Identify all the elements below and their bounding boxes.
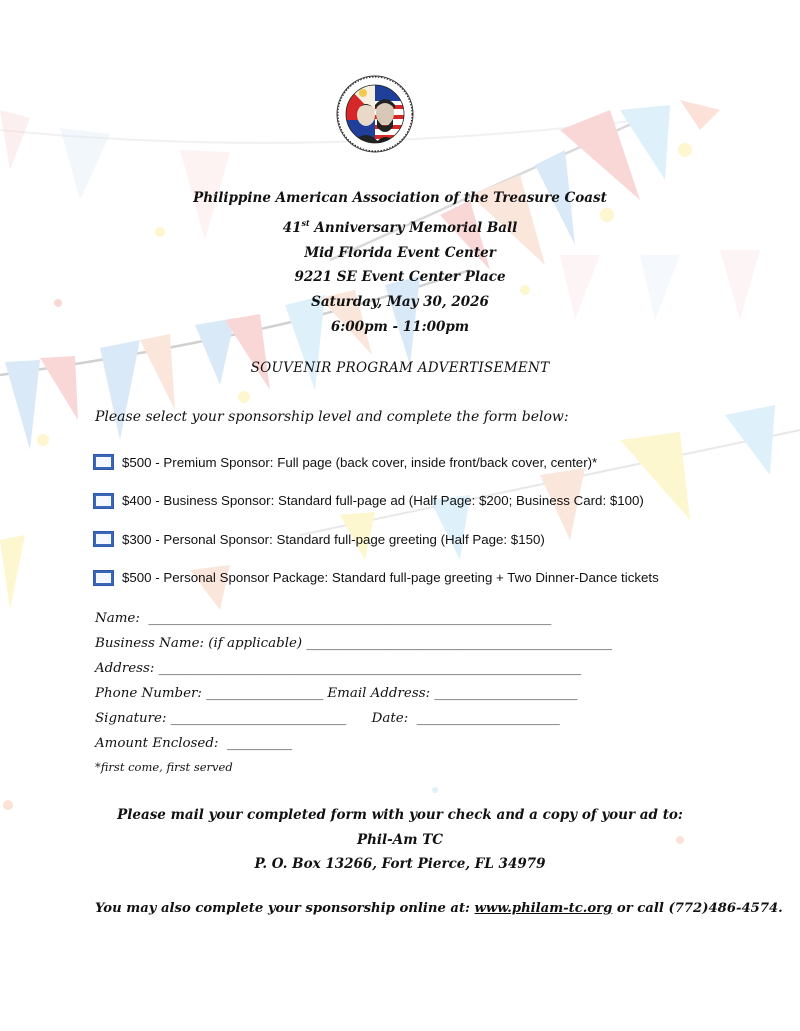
mailing-instructions <box>0 803 800 877</box>
anniversary-number: 41 <box>282 219 302 236</box>
phone-label: Phone Number: <box>95 686 202 701</box>
event-name: Anniversary Memorial Ball <box>314 219 518 236</box>
name-label: Name: <box>95 611 140 626</box>
option-label: $500 - Personal Sponsor Package: Standard full-page greeting + Two Dinner-Dance tickets <box>122 570 659 585</box>
signature-field[interactable]: ___________________________ <box>170 711 347 726</box>
checkbox[interactable] <box>93 493 114 509</box>
option-personal-sponsor[interactable] <box>93 527 659 551</box>
option-label: $300 - Personal Sponsor: Standard full-page greeting (Half Page: $150) <box>122 531 545 547</box>
checkbox[interactable] <box>93 454 114 470</box>
anniversary-line <box>0 211 800 241</box>
instructions: Please select your sponsorship level and complete the form below: <box>95 409 569 425</box>
online-sponsorship-line <box>95 901 783 916</box>
address-label: Address: <box>95 661 155 676</box>
option-business-sponsor[interactable] <box>93 489 659 513</box>
checkbox[interactable] <box>93 570 114 586</box>
business-name-label: Business Name: (if applicable) <box>95 636 303 651</box>
sponsorship-options <box>93 450 659 604</box>
event-date: Saturday, May 30, 2026 <box>311 294 489 311</box>
address-field-row <box>95 656 612 681</box>
mail-address: P. O. Box 13266, Fort Pierce, FL 34979 <box>254 856 546 872</box>
option-premium-sponsor[interactable] <box>93 450 659 474</box>
amount-field-row <box>95 731 612 756</box>
online-suffix: or call (772)486-4574. <box>612 901 783 916</box>
address-field[interactable]: _________________________________________________________________ <box>158 661 581 676</box>
signature-date-field-row <box>95 706 612 731</box>
mail-instruction: Please mail your completed form with your check and a copy of your ad to: <box>117 807 683 823</box>
option-label: $400 - Business Sponsor: Standard full-page ad (Half Page: $200; Business Card: $100) <box>122 493 644 508</box>
event-time: 6:00pm - 11:00pm <box>330 318 470 335</box>
option-personal-sponsor-package[interactable] <box>93 566 659 590</box>
sponsor-form <box>95 606 612 778</box>
mail-recipient: Phil-Am TC <box>356 831 444 848</box>
association-logo <box>333 75 417 153</box>
online-prefix: You may also complete your sponsorship online at: <box>95 901 475 916</box>
business-name-field-row <box>95 631 612 656</box>
business-name-field[interactable]: _______________________________________________ <box>306 636 612 651</box>
date-label: Date: <box>371 711 409 726</box>
organization-name: Philippine American Association of the Treasure Coast <box>193 190 607 206</box>
event-header <box>0 186 800 340</box>
anniversary-suffix: st <box>301 217 310 228</box>
email-field[interactable]: ______________________ <box>434 686 578 701</box>
footnote: *first come, first served <box>95 760 233 774</box>
section-title: SOUVENIR PROGRAM ADVERTISEMENT <box>250 360 550 376</box>
email-label: Email Address: <box>327 686 431 701</box>
date-field[interactable]: ______________________ <box>416 711 560 726</box>
option-label: $500 - Premium Sponsor: Full page (back cover, inside front/back cover, center)* <box>122 454 598 470</box>
website-link[interactable]: www.philam-tc.org <box>474 901 613 916</box>
signature-label: Signature: <box>95 711 167 726</box>
amount-label: Amount Enclosed: <box>95 736 219 751</box>
phone-email-field-row <box>95 681 612 706</box>
phone-field[interactable]: __________________ <box>206 686 324 701</box>
checkbox[interactable] <box>93 531 114 547</box>
venue-address: 9221 SE Event Center Place <box>294 269 506 286</box>
venue-name: Mid Florida Event Center <box>304 244 496 261</box>
name-field[interactable]: ______________________________________________________________ <box>148 611 552 626</box>
amount-field[interactable]: __________ <box>226 736 292 751</box>
name-field-row <box>95 606 612 631</box>
